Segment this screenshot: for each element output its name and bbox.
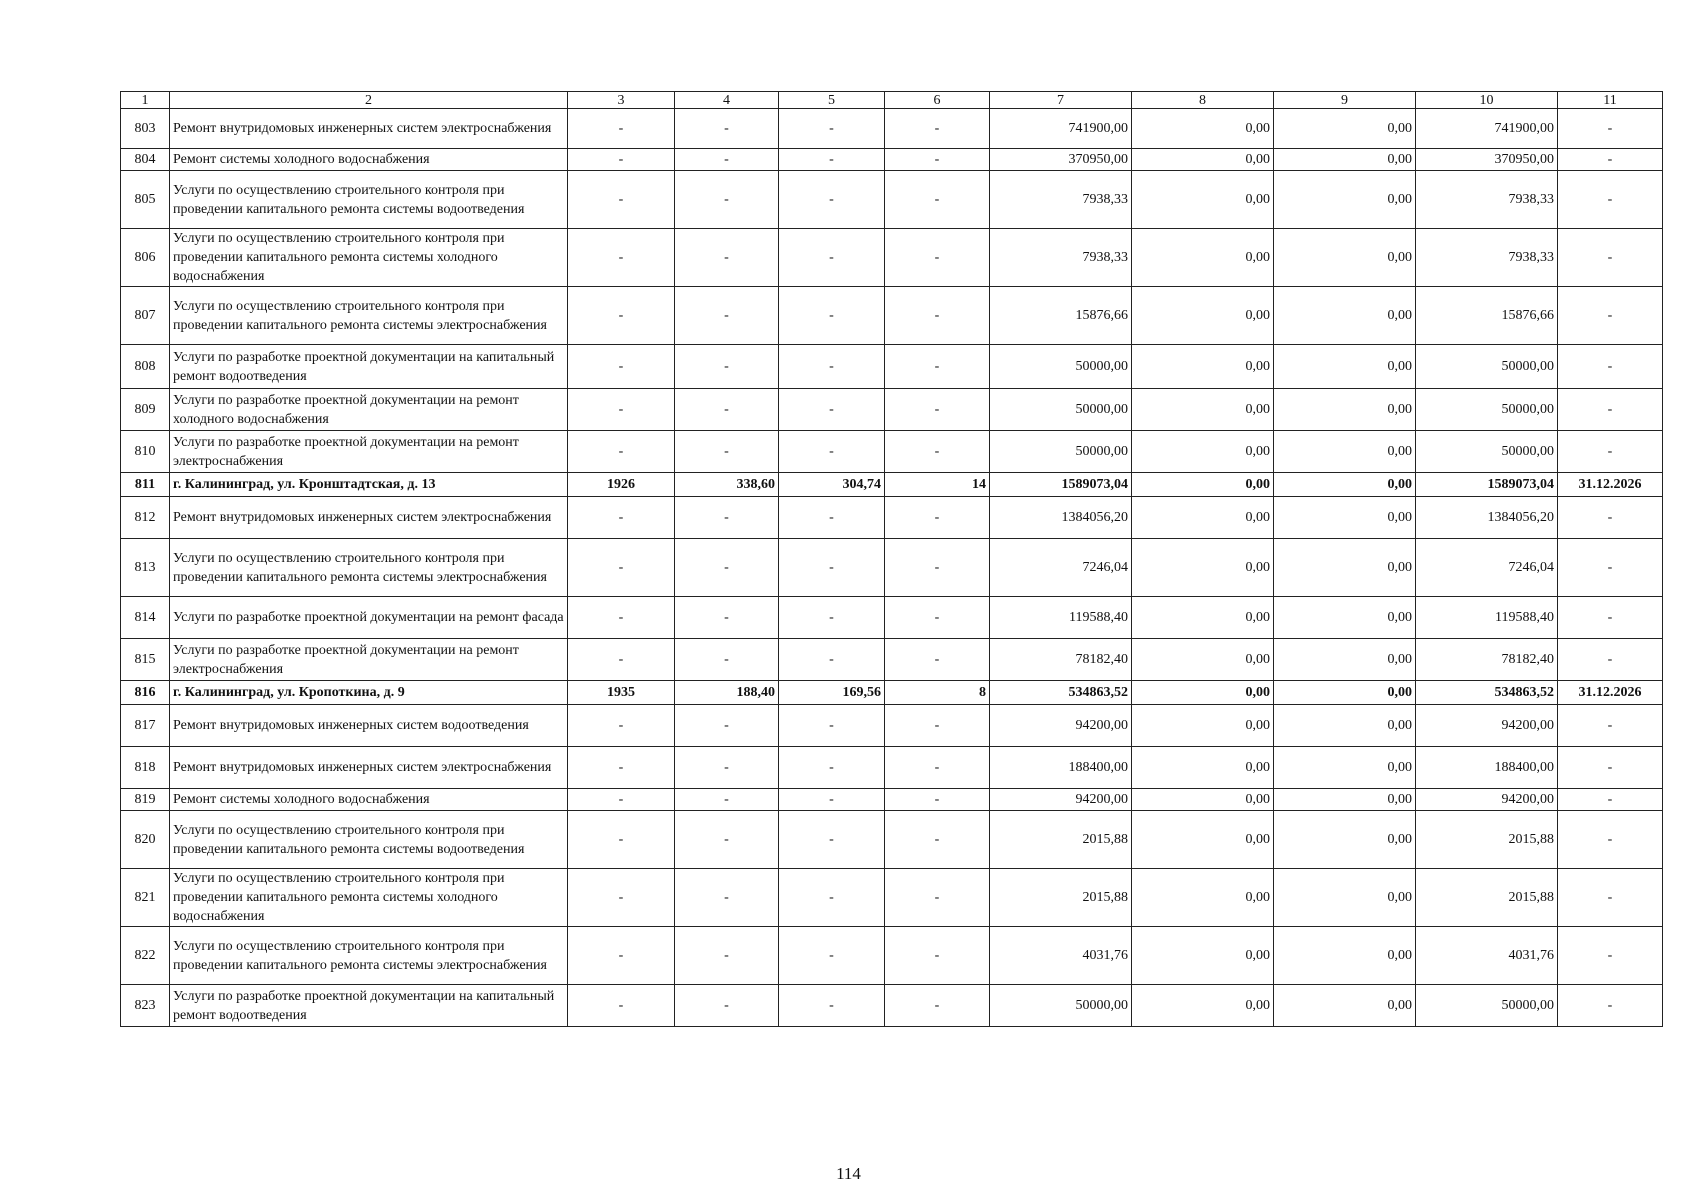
- owner-funds-cell: 2015,88: [1416, 811, 1558, 869]
- budget-table: [120, 91, 1663, 1027]
- description-cell: Услуги по разработке проектной документации на ремонт фасада: [170, 597, 568, 639]
- total-cost-cell: 370950,00: [990, 149, 1132, 171]
- description-cell: Услуги по разработке проектной документации на капитальный ремонт водоотведения: [170, 345, 568, 389]
- area-total-cell: -: [675, 389, 779, 431]
- residents-cell: -: [885, 927, 990, 985]
- description-cell: Услуги по осуществлению строительного контроля при проведении капитального ремонта системы электроснабжения: [170, 927, 568, 985]
- residents-cell: -: [885, 705, 990, 747]
- area-living-cell: -: [779, 869, 885, 927]
- deadline-cell: -: [1558, 539, 1663, 597]
- table-row: [121, 389, 1663, 431]
- owner-funds-cell: 2015,88: [1416, 869, 1558, 927]
- residents-cell: -: [885, 811, 990, 869]
- area-living-cell: -: [779, 229, 885, 287]
- description-cell: Услуги по разработке проектной документации на ремонт электроснабжения: [170, 431, 568, 473]
- description-cell: Услуги по осуществлению строительного контроля при проведении капитального ремонта системы холодного водоснабжения: [170, 869, 568, 927]
- description-cell: Услуги по разработке проектной документации на ремонт электроснабжения: [170, 639, 568, 681]
- total-cost-cell: 94200,00: [990, 789, 1132, 811]
- total-cost-cell: 7938,33: [990, 229, 1132, 287]
- total-cost-cell: 7938,33: [990, 171, 1132, 229]
- row-number-cell: 817: [121, 705, 170, 747]
- total-cost-cell: 2015,88: [990, 811, 1132, 869]
- residents-cell: 14: [885, 473, 990, 497]
- description-cell: Услуги по осуществлению строительного контроля при проведении капитального ремонта системы холодного водоснабжения: [170, 229, 568, 287]
- area-total-cell: 188,40: [675, 681, 779, 705]
- residents-cell: -: [885, 869, 990, 927]
- regional-funds-cell: 0,00: [1274, 747, 1416, 789]
- deadline-cell: -: [1558, 345, 1663, 389]
- year-cell: -: [568, 149, 675, 171]
- federal-funds-cell: 0,00: [1132, 985, 1274, 1027]
- year-cell: -: [568, 539, 675, 597]
- area-total-cell: -: [675, 747, 779, 789]
- total-cost-cell: 741900,00: [990, 109, 1132, 149]
- area-living-cell: -: [779, 539, 885, 597]
- area-total-cell: -: [675, 287, 779, 345]
- federal-funds-cell: 0,00: [1132, 149, 1274, 171]
- table-row: [121, 287, 1663, 345]
- total-cost-cell: 188400,00: [990, 747, 1132, 789]
- page-number: 114: [836, 1164, 861, 1183]
- regional-funds-cell: 0,00: [1274, 389, 1416, 431]
- owner-funds-cell: 4031,76: [1416, 927, 1558, 985]
- description-cell: Услуги по разработке проектной документации на капитальный ремонт водоотведения: [170, 985, 568, 1027]
- regional-funds-cell: 0,00: [1274, 149, 1416, 171]
- federal-funds-cell: 0,00: [1132, 747, 1274, 789]
- area-total-cell: -: [675, 149, 779, 171]
- area-living-cell: -: [779, 705, 885, 747]
- column-header-10: 10: [1416, 92, 1558, 109]
- table-row: [121, 171, 1663, 229]
- federal-funds-cell: 0,00: [1132, 473, 1274, 497]
- residents-cell: -: [885, 497, 990, 539]
- total-cost-cell: 7246,04: [990, 539, 1132, 597]
- federal-funds-cell: 0,00: [1132, 705, 1274, 747]
- area-living-cell: 304,74: [779, 473, 885, 497]
- table-row: [121, 229, 1663, 287]
- year-cell: -: [568, 985, 675, 1027]
- deadline-cell: -: [1558, 705, 1663, 747]
- row-number-cell: 805: [121, 171, 170, 229]
- area-living-cell: -: [779, 747, 885, 789]
- area-total-cell: -: [675, 345, 779, 389]
- table-row: [121, 705, 1663, 747]
- regional-funds-cell: 0,00: [1274, 639, 1416, 681]
- federal-funds-cell: 0,00: [1132, 811, 1274, 869]
- residents-cell: -: [885, 789, 990, 811]
- owner-funds-cell: 119588,40: [1416, 597, 1558, 639]
- area-living-cell: -: [779, 789, 885, 811]
- deadline-cell: 31.12.2026: [1558, 473, 1663, 497]
- row-number-cell: 815: [121, 639, 170, 681]
- deadline-cell: -: [1558, 789, 1663, 811]
- table-row: [121, 497, 1663, 539]
- federal-funds-cell: 0,00: [1132, 431, 1274, 473]
- residents-cell: 8: [885, 681, 990, 705]
- total-cost-cell: 78182,40: [990, 639, 1132, 681]
- year-cell: -: [568, 927, 675, 985]
- area-total-cell: -: [675, 539, 779, 597]
- year-cell: -: [568, 811, 675, 869]
- area-total-cell: -: [675, 109, 779, 149]
- area-living-cell: -: [779, 597, 885, 639]
- deadline-cell: -: [1558, 747, 1663, 789]
- table-row: [121, 431, 1663, 473]
- total-cost-cell: 1589073,04: [990, 473, 1132, 497]
- residents-cell: -: [885, 149, 990, 171]
- description-cell: Ремонт внутридомовых инженерных систем водоотведения: [170, 705, 568, 747]
- area-living-cell: -: [779, 927, 885, 985]
- owner-funds-cell: 50000,00: [1416, 389, 1558, 431]
- area-living-cell: -: [779, 149, 885, 171]
- description-cell: г. Калининград, ул. Кронштадтская, д. 13: [170, 473, 568, 497]
- row-number-cell: 820: [121, 811, 170, 869]
- deadline-cell: -: [1558, 597, 1663, 639]
- row-number-cell: 818: [121, 747, 170, 789]
- column-header-8: 8: [1132, 92, 1274, 109]
- row-number-cell: 822: [121, 927, 170, 985]
- year-cell: -: [568, 345, 675, 389]
- federal-funds-cell: 0,00: [1132, 287, 1274, 345]
- column-header-9: 9: [1274, 92, 1416, 109]
- area-total-cell: -: [675, 705, 779, 747]
- owner-funds-cell: 15876,66: [1416, 287, 1558, 345]
- federal-funds-cell: 0,00: [1132, 789, 1274, 811]
- total-cost-cell: 534863,52: [990, 681, 1132, 705]
- table-row: [121, 597, 1663, 639]
- residents-cell: -: [885, 229, 990, 287]
- area-living-cell: -: [779, 811, 885, 869]
- column-header-5: 5: [779, 92, 885, 109]
- column-header-1: 1: [121, 92, 170, 109]
- regional-funds-cell: 0,00: [1274, 431, 1416, 473]
- area-total-cell: -: [675, 811, 779, 869]
- description-cell: Ремонт системы холодного водоснабжения: [170, 149, 568, 171]
- year-cell: -: [568, 705, 675, 747]
- row-number-cell: 810: [121, 431, 170, 473]
- federal-funds-cell: 0,00: [1132, 927, 1274, 985]
- federal-funds-cell: 0,00: [1132, 869, 1274, 927]
- regional-funds-cell: 0,00: [1274, 927, 1416, 985]
- description-cell: Услуги по осуществлению строительного контроля при проведении капитального ремонта системы электроснабжения: [170, 539, 568, 597]
- regional-funds-cell: 0,00: [1274, 789, 1416, 811]
- deadline-cell: -: [1558, 497, 1663, 539]
- federal-funds-cell: 0,00: [1132, 639, 1274, 681]
- federal-funds-cell: 0,00: [1132, 109, 1274, 149]
- residents-cell: -: [885, 287, 990, 345]
- table-row: [121, 789, 1663, 811]
- regional-funds-cell: 0,00: [1274, 473, 1416, 497]
- column-number-header-row: [121, 92, 1663, 109]
- area-living-cell: 169,56: [779, 681, 885, 705]
- year-cell: -: [568, 747, 675, 789]
- federal-funds-cell: 0,00: [1132, 171, 1274, 229]
- owner-funds-cell: 188400,00: [1416, 747, 1558, 789]
- federal-funds-cell: 0,00: [1132, 539, 1274, 597]
- owner-funds-cell: 50000,00: [1416, 431, 1558, 473]
- regional-funds-cell: 0,00: [1274, 171, 1416, 229]
- regional-funds-cell: 0,00: [1274, 705, 1416, 747]
- row-number-cell: 806: [121, 229, 170, 287]
- area-living-cell: -: [779, 639, 885, 681]
- residents-cell: -: [885, 597, 990, 639]
- owner-funds-cell: 741900,00: [1416, 109, 1558, 149]
- regional-funds-cell: 0,00: [1274, 287, 1416, 345]
- description-cell: Услуги по разработке проектной документации на ремонт холодного водоснабжения: [170, 389, 568, 431]
- residents-cell: -: [885, 171, 990, 229]
- federal-funds-cell: 0,00: [1132, 497, 1274, 539]
- year-cell: -: [568, 171, 675, 229]
- regional-funds-cell: 0,00: [1274, 497, 1416, 539]
- owner-funds-cell: 1589073,04: [1416, 473, 1558, 497]
- row-number-cell: 821: [121, 869, 170, 927]
- residents-cell: -: [885, 109, 990, 149]
- area-total-cell: -: [675, 229, 779, 287]
- year-cell: -: [568, 389, 675, 431]
- owner-funds-cell: 1384056,20: [1416, 497, 1558, 539]
- row-number-cell: 812: [121, 497, 170, 539]
- total-cost-cell: 50000,00: [990, 345, 1132, 389]
- row-number-cell: 804: [121, 149, 170, 171]
- table-row: [121, 639, 1663, 681]
- area-total-cell: -: [675, 639, 779, 681]
- area-living-cell: -: [779, 985, 885, 1027]
- area-living-cell: -: [779, 497, 885, 539]
- owner-funds-cell: 78182,40: [1416, 639, 1558, 681]
- description-cell: г. Калининград, ул. Кропоткина, д. 9: [170, 681, 568, 705]
- column-header-3: 3: [568, 92, 675, 109]
- year-cell: 1935: [568, 681, 675, 705]
- federal-funds-cell: 0,00: [1132, 389, 1274, 431]
- deadline-cell: -: [1558, 985, 1663, 1027]
- row-number-cell: 814: [121, 597, 170, 639]
- deadline-cell: -: [1558, 149, 1663, 171]
- year-cell: -: [568, 639, 675, 681]
- area-living-cell: -: [779, 431, 885, 473]
- residents-cell: -: [885, 985, 990, 1027]
- regional-funds-cell: 0,00: [1274, 229, 1416, 287]
- total-cost-cell: 1384056,20: [990, 497, 1132, 539]
- owner-funds-cell: 534863,52: [1416, 681, 1558, 705]
- total-cost-cell: 50000,00: [990, 389, 1132, 431]
- year-cell: -: [568, 287, 675, 345]
- year-cell: -: [568, 109, 675, 149]
- deadline-cell: -: [1558, 869, 1663, 927]
- deadline-cell: -: [1558, 811, 1663, 869]
- area-total-cell: -: [675, 431, 779, 473]
- regional-funds-cell: 0,00: [1274, 811, 1416, 869]
- deadline-cell: -: [1558, 431, 1663, 473]
- area-living-cell: -: [779, 287, 885, 345]
- row-number-cell: 807: [121, 287, 170, 345]
- regional-funds-cell: 0,00: [1274, 345, 1416, 389]
- table-row: [121, 985, 1663, 1027]
- owner-funds-cell: 7246,04: [1416, 539, 1558, 597]
- total-cost-cell: 50000,00: [990, 431, 1132, 473]
- column-header-11: 11: [1558, 92, 1663, 109]
- regional-funds-cell: 0,00: [1274, 985, 1416, 1027]
- table-row: [121, 149, 1663, 171]
- owner-funds-cell: 7938,33: [1416, 171, 1558, 229]
- address-summary-row: [121, 681, 1663, 705]
- description-cell: Ремонт внутридомовых инженерных систем электроснабжения: [170, 497, 568, 539]
- residents-cell: -: [885, 539, 990, 597]
- area-total-cell: -: [675, 927, 779, 985]
- table-row: [121, 927, 1663, 985]
- row-number-cell: 813: [121, 539, 170, 597]
- area-living-cell: -: [779, 345, 885, 389]
- row-number-cell: 811: [121, 473, 170, 497]
- area-total-cell: -: [675, 171, 779, 229]
- owner-funds-cell: 50000,00: [1416, 345, 1558, 389]
- owner-funds-cell: 50000,00: [1416, 985, 1558, 1027]
- regional-funds-cell: 0,00: [1274, 539, 1416, 597]
- residents-cell: -: [885, 431, 990, 473]
- area-total-cell: -: [675, 869, 779, 927]
- table-row: [121, 811, 1663, 869]
- deadline-cell: -: [1558, 389, 1663, 431]
- area-total-cell: 338,60: [675, 473, 779, 497]
- description-cell: Ремонт системы холодного водоснабжения: [170, 789, 568, 811]
- residents-cell: -: [885, 389, 990, 431]
- total-cost-cell: 2015,88: [990, 869, 1132, 927]
- deadline-cell: -: [1558, 171, 1663, 229]
- total-cost-cell: 119588,40: [990, 597, 1132, 639]
- row-number-cell: 819: [121, 789, 170, 811]
- description-cell: Услуги по осуществлению строительного контроля при проведении капитального ремонта системы водоотведения: [170, 811, 568, 869]
- description-cell: Ремонт внутридомовых инженерных систем электроснабжения: [170, 747, 568, 789]
- year-cell: -: [568, 431, 675, 473]
- description-cell: Ремонт внутридомовых инженерных систем электроснабжения: [170, 109, 568, 149]
- row-number-cell: 809: [121, 389, 170, 431]
- column-header-7: 7: [990, 92, 1132, 109]
- total-cost-cell: 94200,00: [990, 705, 1132, 747]
- federal-funds-cell: 0,00: [1132, 345, 1274, 389]
- owner-funds-cell: 94200,00: [1416, 705, 1558, 747]
- description-cell: Услуги по осуществлению строительного контроля при проведении капитального ремонта системы электроснабжения: [170, 287, 568, 345]
- row-number-cell: 803: [121, 109, 170, 149]
- regional-funds-cell: 0,00: [1274, 109, 1416, 149]
- year-cell: -: [568, 597, 675, 639]
- column-header-4: 4: [675, 92, 779, 109]
- regional-funds-cell: 0,00: [1274, 597, 1416, 639]
- description-cell: Услуги по осуществлению строительного контроля при проведении капитального ремонта системы водоотведения: [170, 171, 568, 229]
- federal-funds-cell: 0,00: [1132, 681, 1274, 705]
- owner-funds-cell: 7938,33: [1416, 229, 1558, 287]
- federal-funds-cell: 0,00: [1132, 597, 1274, 639]
- area-living-cell: -: [779, 389, 885, 431]
- deadline-cell: -: [1558, 287, 1663, 345]
- year-cell: -: [568, 789, 675, 811]
- area-total-cell: -: [675, 789, 779, 811]
- area-total-cell: -: [675, 985, 779, 1027]
- owner-funds-cell: 370950,00: [1416, 149, 1558, 171]
- row-number-cell: 823: [121, 985, 170, 1027]
- table-row: [121, 539, 1663, 597]
- row-number-cell: 816: [121, 681, 170, 705]
- total-cost-cell: 15876,66: [990, 287, 1132, 345]
- deadline-cell: -: [1558, 927, 1663, 985]
- area-total-cell: -: [675, 597, 779, 639]
- regional-funds-cell: 0,00: [1274, 869, 1416, 927]
- owner-funds-cell: 94200,00: [1416, 789, 1558, 811]
- deadline-cell: -: [1558, 109, 1663, 149]
- address-summary-row: [121, 473, 1663, 497]
- table-row: [121, 345, 1663, 389]
- table-row: [121, 869, 1663, 927]
- residents-cell: -: [885, 747, 990, 789]
- area-living-cell: -: [779, 171, 885, 229]
- deadline-cell: -: [1558, 229, 1663, 287]
- year-cell: -: [568, 497, 675, 539]
- area-total-cell: -: [675, 497, 779, 539]
- year-cell: -: [568, 229, 675, 287]
- table-row: [121, 109, 1663, 149]
- residents-cell: -: [885, 639, 990, 681]
- table-row: [121, 747, 1663, 789]
- deadline-cell: 31.12.2026: [1558, 681, 1663, 705]
- total-cost-cell: 50000,00: [990, 985, 1132, 1027]
- row-number-cell: 808: [121, 345, 170, 389]
- deadline-cell: -: [1558, 639, 1663, 681]
- regional-funds-cell: 0,00: [1274, 681, 1416, 705]
- total-cost-cell: 4031,76: [990, 927, 1132, 985]
- residents-cell: -: [885, 345, 990, 389]
- column-header-2: 2: [170, 92, 568, 109]
- year-cell: -: [568, 869, 675, 927]
- column-header-6: 6: [885, 92, 990, 109]
- area-living-cell: -: [779, 109, 885, 149]
- year-cell: 1926: [568, 473, 675, 497]
- federal-funds-cell: 0,00: [1132, 229, 1274, 287]
